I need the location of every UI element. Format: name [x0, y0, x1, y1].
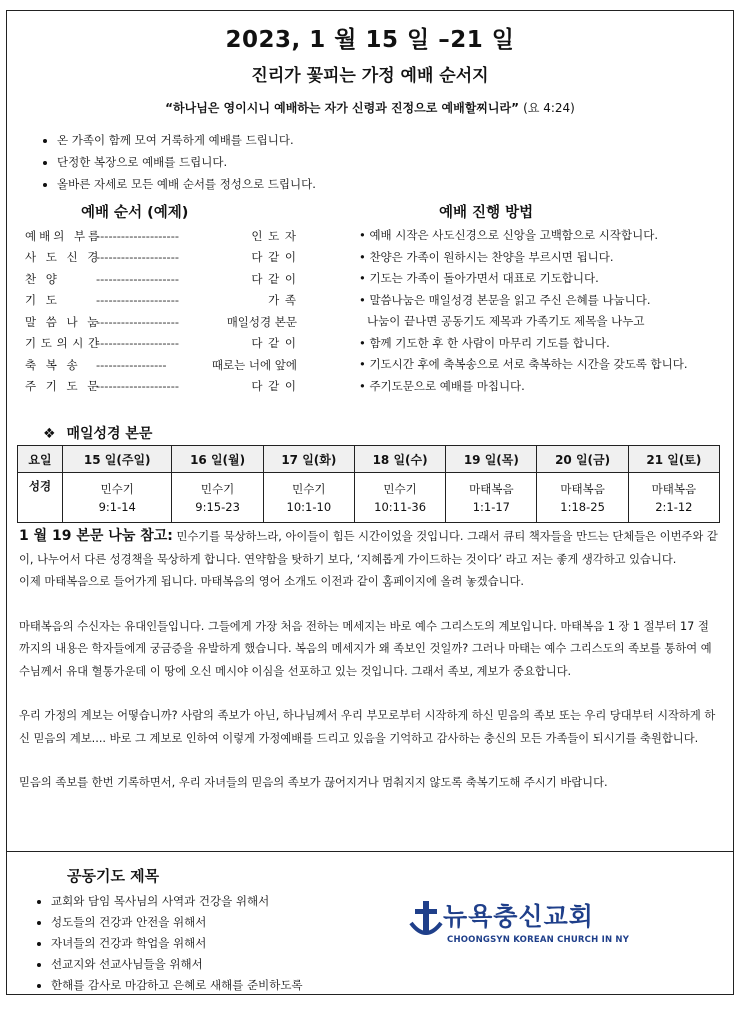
page-subtitle: 진리가 꽃피는 가정 예배 순서지 [251, 66, 489, 86]
reflection-paragraph: 우리 가정의 계보는 어떻습니까? 사람의 족보가 아닌, 하나님께서 우리 부모로부터 시작하게 하신 믿음의 족보 또는 우리 당대부터 시작하게 하신 믿음의 계보.... 바로 그 계보로 인하여 이렇게 가정예배를 드리고 있음을 기억하고 감사하는 충신의 모든 가족들이 되시기를 축원합니다. [19, 709, 716, 745]
table-cell [172, 473, 263, 523]
method-heading: 예배 진행 방법 [439, 205, 534, 221]
leader-dots: ----------------- [96, 357, 167, 372]
worship-section [7, 11, 733, 852]
reflection-paragraph [19, 525, 719, 571]
table-cell [446, 473, 537, 523]
table-row [18, 446, 720, 473]
leader-dots: -------------------- [96, 314, 179, 329]
leader-dots: -------------------- [96, 293, 179, 308]
method-line: • 예배 시작은 사도신경으로 신앙을 고백함으로 시작합니다. [359, 228, 658, 242]
verse-reference: (요 4:24) [523, 101, 575, 115]
reflection-paragraph: 이제 마태복음으로 들어가게 됩니다. 마태복음의 영어 소개도 이전과 같이 홈페이지에 올려 놓겠습니다. [19, 575, 525, 588]
bulletin-page [6, 10, 734, 995]
prayer-item: • 한해를 감사로 마감하고 은혜로 새해를 준비하도록 [51, 975, 303, 996]
order-item-value: 다 같 이 [251, 250, 297, 265]
church-logo [409, 897, 629, 957]
daily-bible-heading-text: 매일성경 본문 [66, 426, 153, 442]
book-name: 민수기 [100, 481, 134, 496]
church-name-english: CHOONGSYN KOREAN CHURCH IN NY [447, 935, 630, 945]
diamond-bullet-icon: ❖ [43, 426, 56, 442]
passage-ref: 9:15-23 [195, 499, 240, 514]
table-cell [63, 473, 172, 523]
intro-item: • 올바른 자세로 모든 예배 순서를 정성으로 드립니다. [57, 173, 316, 195]
order-item-value: 매일성경 본문 [226, 314, 297, 329]
prayer-section [7, 853, 733, 995]
order-item-value: 가 족 [268, 293, 297, 308]
order-item-name: 기 도 [25, 293, 60, 308]
prayer-item: • 선교지와 선교사님들을 위해서 [51, 954, 303, 975]
table-row [18, 473, 720, 523]
reflection-text: 민수기를 묵상하느라, 아이들이 힘든 시간이었을 것입니다. 그래서 큐티 책자들을 만드는 단체들은 이번주와 같이, 나누어서 다른 성경책을 묵상하게 합니다. 연약함을 탓하기 보다, ‘지혜롭게 가이드하는 것이다’ 라고 저는 좋게 생각하고 있습니다. [19, 530, 718, 566]
prayer-heading: 공동기도 제목 [67, 867, 160, 885]
order-item-name: 찬 양 [25, 271, 60, 286]
method-line: • 찬양은 가족이 원하시는 찬양을 부르시면 됩니다. [359, 249, 614, 264]
prayer-item: • 성도들의 건강과 안전을 위해서 [51, 912, 303, 933]
book-name: 마태복음 [651, 481, 697, 496]
table-cell [537, 473, 628, 523]
intro-item: • 단정한 복장으로 예배를 드립니다. [57, 151, 316, 173]
order-item-value: 다 같 이 [251, 336, 297, 351]
order-item-name: 주 기 도 문 [25, 379, 102, 394]
order-item [25, 311, 297, 333]
passage-ref: 10:1-10 [286, 499, 332, 514]
order-item-value: 다 같 이 [251, 379, 297, 394]
passage-ref: 1:18-25 [560, 499, 605, 514]
leader-dots: -------------------- [96, 228, 179, 243]
table-cell [628, 473, 719, 523]
prayer-item: • 자녀들의 건강과 학업을 위해서 [51, 933, 303, 954]
table-header-day: 19 일(목) [446, 446, 537, 473]
passage-ref: 1:1-17 [472, 499, 510, 514]
verse-text: “하나님은 영이시니 예배하는 자가 신령과 진정으로 예배할찌니라” [165, 101, 519, 115]
table-header-day: 17 일(화) [263, 446, 354, 473]
worship-order-list [25, 225, 297, 397]
method-line: • 기도는 가족이 돌아가면서 대표로 기도합니다. [359, 271, 599, 285]
table-cell [263, 473, 354, 523]
intro-list [37, 129, 316, 195]
book-name: 민수기 [292, 481, 326, 496]
table-header-day: 16 일(월) [172, 446, 263, 473]
intro-item: • 온 가족이 함께 모여 거룩하게 예배를 드립니다. [57, 129, 316, 151]
order-item-name: 예배의 부름 [25, 228, 103, 243]
book-name: 마태복음 [469, 481, 514, 496]
order-item-name: 축 복 송 [25, 357, 81, 372]
method-line: • 주기도문으로 예배를 마칩니다. [359, 378, 525, 393]
table-header-day: 18 일(수) [354, 446, 445, 473]
order-item-name: 기 도 의 시 간 [25, 336, 100, 351]
table-header-day: 15 일(주일) [63, 446, 172, 473]
book-name: 민수기 [200, 481, 235, 496]
worship-method-list [359, 225, 688, 397]
leader-dots: -------------------- [96, 271, 179, 286]
prayer-list [31, 891, 303, 996]
order-item-value: 인 도 자 [251, 228, 297, 243]
cross-anchor-icon [409, 899, 443, 939]
table-row-label: 성경 [18, 473, 63, 523]
scripture-verse [7, 99, 733, 116]
daily-bible-heading [43, 423, 152, 443]
church-name-korean: 뉴욕충신교회 [443, 902, 594, 931]
passage-ref: 2:1-12 [655, 499, 693, 514]
order-heading: 예배 순서 (예제) [81, 205, 189, 221]
leader-dots: -------------------- [96, 250, 179, 265]
order-item [25, 333, 297, 355]
book-name: 민수기 [383, 481, 417, 496]
method-line: • 기도시간 후에 축복송으로 서로 축복하는 시간을 갖도록 합니다. [359, 357, 688, 371]
reflection-paragraph: 믿음의 족보를 한번 기록하면서, 우리 자녀들의 믿음의 족보가 끊어지거나 멈춰지지 않도록 축복기도해 주시기 바랍니다. [19, 776, 608, 789]
order-item [25, 247, 297, 269]
table-header-day: 20 일(금) [537, 446, 628, 473]
order-item [25, 290, 297, 312]
leader-dots: -------------------- [96, 336, 179, 351]
page-title: 2023, 1 월 15 일 –21 일 [225, 27, 515, 53]
reflection-lead: 1 월 19 본문 나눔 참고: [19, 528, 173, 544]
order-item [25, 225, 297, 247]
daily-bible-table [17, 445, 720, 523]
passage-ref: 10:11-36 [374, 499, 427, 514]
order-item-value: 다 같 이 [251, 271, 297, 286]
order-item [25, 354, 297, 376]
passage-ref: 9:1-14 [98, 499, 136, 514]
order-item [25, 376, 297, 398]
order-item-name: 말 씀 나 눔 [25, 314, 102, 329]
order-item-value: 때로는 너에 앞에 [211, 357, 297, 372]
method-line: • 말씀나눔은 매일성경 본문을 읽고 주신 은혜를 나눕니다. [359, 292, 651, 307]
order-item [25, 268, 297, 290]
table-row-label: 요일 [18, 446, 63, 473]
prayer-item: • 교회와 담임 목사님의 사역과 건강을 위해서 [51, 891, 303, 912]
method-line: 나눔이 끝나면 공동기도 제목과 가족기도 제목을 나누고 [367, 314, 645, 328]
reflection-paragraph: 마태복음의 수신자는 유대인들입니다. 그들에게 가장 처음 전하는 메세지는 바로 예수 그리스도의 계보입니다. 마태복음 1 장 1 절부터 17 절까지의 내용은 학자들에게 궁금증을 유발하게 했습니다. 복음의 메세지가 왜 족보인 것일까? 그러나 마태는 예수 그리스도의 족보를 통하여 예수님께서 유대 혈통가운데 이 땅에 오신 메시야 이심을 선포하고 있는 것입니다. 그래서 족보, 계보가 중요합니다. [19, 619, 712, 678]
reflection-section [19, 525, 719, 817]
method-line: • 함께 기도한 후 한 사람이 마무리 기도를 합니다. [359, 335, 610, 350]
order-item-name: 사 도 신 경 [25, 250, 102, 265]
leader-dots: -------------------- [96, 379, 179, 394]
book-name: 마태복음 [560, 481, 605, 496]
table-cell [354, 473, 445, 523]
table-header-day: 21 일(토) [628, 446, 719, 473]
